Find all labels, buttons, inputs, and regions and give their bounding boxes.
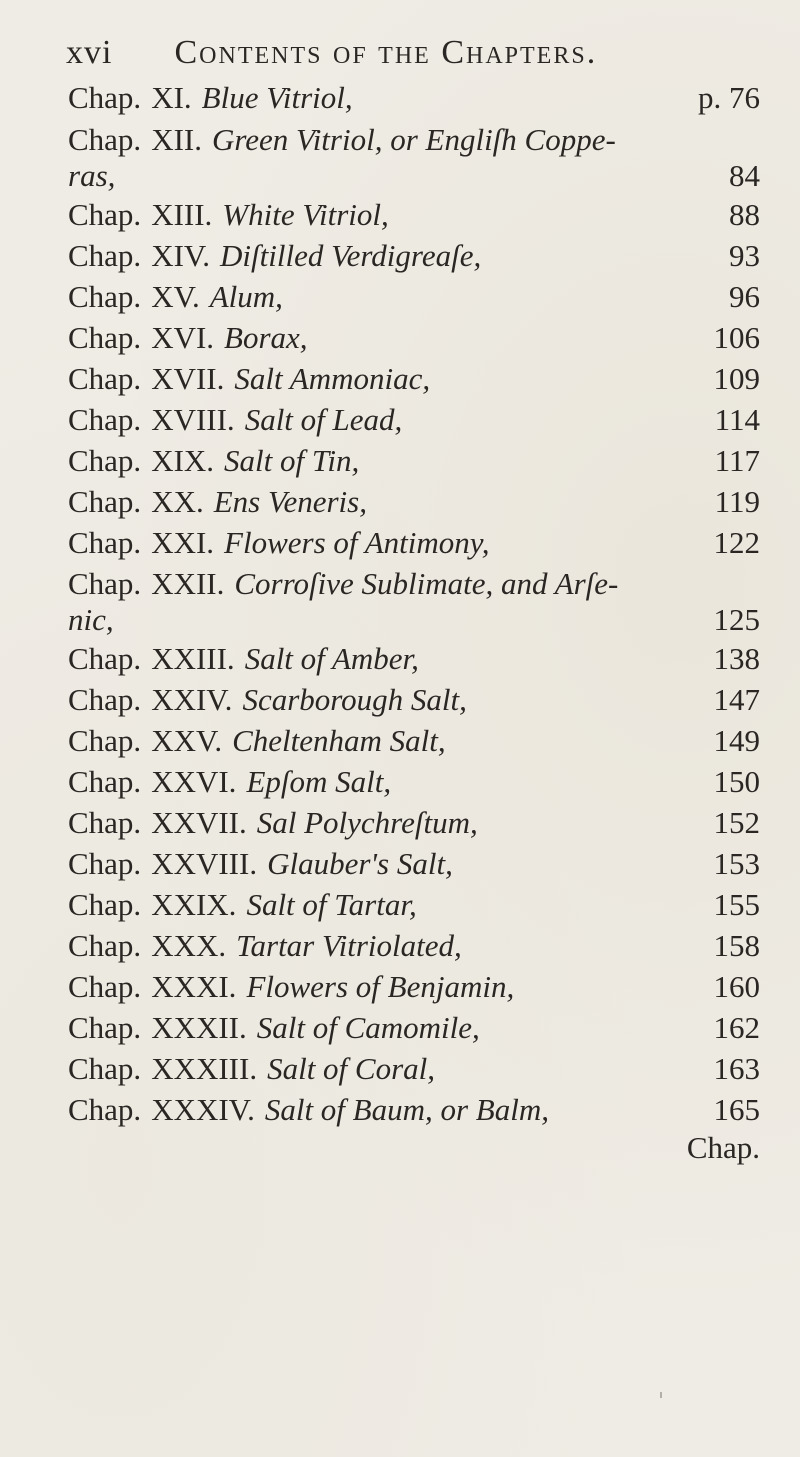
chap-label: Chap. [68, 80, 142, 115]
contents-entry [68, 195, 768, 235]
contents-entry [68, 120, 768, 160]
chap-title: Sal Polychreſtum, [256, 805, 478, 840]
contents-entry [68, 482, 768, 522]
chap-label: Chap. [68, 641, 142, 676]
chap-title: Salt of Tin, [224, 443, 360, 478]
paper-blemish [660, 1392, 662, 1398]
page-number: 155 [713, 887, 760, 922]
chap-number: XX. [151, 484, 204, 519]
contents-entry [68, 400, 768, 440]
chap-label: Chap. [68, 238, 142, 273]
page-number: 152 [713, 805, 760, 840]
chap-label: Chap. [68, 320, 142, 355]
chap-number: XXI. [151, 525, 215, 560]
contents-entry-continuation [68, 600, 768, 640]
contents-entry-continuation [68, 156, 768, 196]
chap-title: Epſom Salt, [246, 764, 392, 799]
chap-title: Salt Ammoniac, [234, 361, 431, 396]
page-number: 158 [713, 928, 760, 963]
chap-label: Chap. [68, 1051, 142, 1086]
chap-number: XXIII. [151, 641, 235, 676]
page-number: 125 [713, 602, 760, 637]
contents-entry [68, 762, 768, 802]
chap-title: Glauber's Salt, [267, 846, 453, 881]
chap-label: Chap. [68, 122, 142, 157]
chap-label: Chap. [68, 928, 142, 963]
chap-number: XIII. [151, 197, 213, 232]
page-number: 84 [729, 158, 760, 193]
chap-number: XV. [151, 279, 200, 314]
chap-number: XI. [151, 80, 192, 115]
page-number: 122 [713, 525, 760, 560]
chap-label: Chap. [68, 484, 142, 519]
chap-number: XIV. [151, 238, 211, 273]
page-number: 114 [714, 402, 760, 437]
chap-number: XVII. [151, 361, 225, 396]
page-number: 160 [713, 969, 760, 1004]
chap-number: XVI. [151, 320, 215, 355]
chap-title: Alum, [209, 279, 283, 314]
page-number: 165 [713, 1092, 760, 1127]
chap-number: XXII. [151, 566, 225, 601]
chap-label: Chap. [68, 764, 142, 799]
contents-entry [68, 1049, 768, 1089]
page-folio: xvi [66, 34, 113, 71]
header-title: Contents of the Chapters. [174, 34, 598, 71]
page-number: 138 [713, 641, 760, 676]
chap-title: Green Vitriol, or Engliſh Coppe- [211, 122, 616, 157]
chap-label: Chap. [68, 682, 142, 717]
chap-number: XXVII. [151, 805, 247, 840]
page-number: 147 [713, 682, 760, 717]
contents-entry [68, 277, 768, 317]
chap-label: Chap. [68, 361, 142, 396]
chap-title: Ens Veneris, [213, 484, 367, 519]
chap-number: XXXII. [151, 1010, 247, 1045]
chap-label: Chap. [68, 402, 142, 437]
chap-label: Chap. [68, 887, 142, 922]
chap-number: XXV. [151, 723, 223, 758]
chap-number: XXXIII. [151, 1051, 258, 1086]
chap-title: Scarborough Salt, [242, 682, 467, 717]
chap-label: Chap. [68, 1092, 142, 1127]
chap-label: Chap. [68, 723, 142, 758]
chap-number: XVIII. [151, 402, 235, 437]
chap-number: XII. [151, 122, 202, 157]
page-number: 162 [713, 1010, 760, 1045]
chap-label: Chap. [68, 443, 142, 478]
contents-entry [68, 721, 768, 761]
chap-label: Chap. [68, 805, 142, 840]
chap-label: Chap. [68, 197, 142, 232]
chap-number: XIX. [151, 443, 215, 478]
chap-label: Chap. [68, 846, 142, 881]
contents-entry [68, 1008, 768, 1048]
contents-entry [68, 1090, 768, 1130]
page-number: 119 [714, 484, 760, 519]
chap-title: Diſtilled Verdigreaſe, [220, 238, 482, 273]
chap-number: XXVIII. [151, 846, 258, 881]
chap-title: Corroſive Sublimate, and Arſe- [234, 566, 619, 601]
chap-title: Salt of Lead, [244, 402, 403, 437]
chap-title: Cheltenham Salt, [232, 723, 446, 758]
chap-label: Chap. [68, 969, 142, 1004]
contents-entry [68, 926, 768, 966]
contents-entry [68, 359, 768, 399]
chap-title: Blue Vitriol, [201, 80, 353, 115]
chap-title: Salt of Camomile, [256, 1010, 480, 1045]
contents-entry [68, 803, 768, 843]
chap-number: XXXIV. [151, 1092, 255, 1127]
contents-entry [68, 680, 768, 720]
running-header [66, 28, 766, 78]
contents-entry [68, 885, 768, 925]
chap-label: Chap. [68, 1010, 142, 1045]
chap-title-continued: ras, [68, 158, 116, 193]
page-number: 150 [713, 764, 760, 799]
chap-title: Flowers of Benjamin, [246, 969, 515, 1004]
chap-number: XXIX. [151, 887, 237, 922]
page-number: 153 [713, 846, 760, 881]
page-number: 163 [713, 1051, 760, 1086]
chap-title: Tartar Vitriolated, [236, 928, 462, 963]
chap-label: Chap. [68, 525, 142, 560]
chap-number: XXXI. [151, 969, 237, 1004]
page-number: 93 [729, 238, 760, 273]
chap-number: XXVI. [151, 764, 237, 799]
page-number: 149 [713, 723, 760, 758]
page-number: p. 76 [698, 80, 760, 115]
chap-label: Chap. [68, 566, 142, 601]
chap-title: White Vitriol, [222, 197, 389, 232]
chap-label: Chap. [68, 279, 142, 314]
chap-title: Borax, [224, 320, 308, 355]
contents-entry [68, 639, 768, 679]
chap-number: XXX. [151, 928, 227, 963]
contents-entry [68, 78, 768, 118]
contents-entry [68, 236, 768, 276]
page-number: 109 [713, 361, 760, 396]
page-number: 88 [729, 197, 760, 232]
page-number: 106 [713, 320, 760, 355]
catchword: Chap. [686, 1130, 760, 1165]
contents-entry [68, 844, 768, 884]
chap-title: Salt of Coral, [267, 1051, 436, 1086]
chap-title: Salt of Baum, or Balm, [264, 1092, 549, 1127]
page-number: 117 [714, 443, 760, 478]
chap-number: XXIV. [151, 682, 233, 717]
contents-entry [68, 318, 768, 358]
contents-entry [68, 564, 768, 604]
contents-entry [68, 967, 768, 1007]
chap-title: Salt of Tartar, [246, 887, 417, 922]
contents-entry [68, 441, 768, 481]
chap-title: Flowers of Antimony, [224, 525, 490, 560]
contents-entry [68, 523, 768, 563]
page-number: 96 [729, 279, 760, 314]
chap-title: Salt of Amber, [244, 641, 419, 676]
chap-title-continued: nic, [68, 602, 114, 637]
